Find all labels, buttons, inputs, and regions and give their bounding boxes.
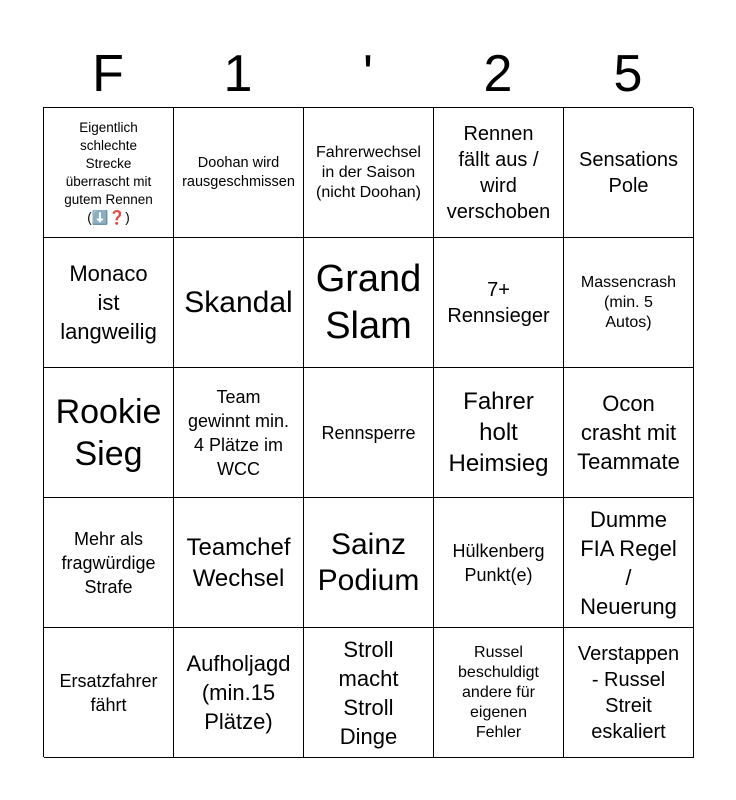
cell-text: Aufholjagd (min.15 Plätze) (186, 651, 291, 734)
title-letter: F (92, 45, 124, 103)
bingo-cell[interactable] (174, 368, 304, 498)
bingo-cell[interactable] (304, 108, 434, 238)
bingo-cell[interactable] (434, 238, 564, 368)
title-letter: 2 (483, 45, 513, 103)
cell-text: Mehr als fragwürdige Strafe (61, 528, 156, 597)
title-letter: 1 (223, 45, 253, 103)
cell-text: Verstappen - Russel Streit eskaliert (577, 642, 680, 743)
cell-text: Rookie Sieg (55, 392, 162, 473)
cell-text: Hülkenberg Punkt(e) (452, 540, 545, 585)
cell-text: Teamchef Wechsel (186, 533, 291, 592)
cell-text: Grand Slam (315, 257, 422, 347)
cell-text: Rennen fällt aus / wird verschoben (446, 122, 551, 223)
cell-text: Fahrerwechsel in der Saison (nicht Doohan) (316, 143, 421, 201)
bingo-cell[interactable] (174, 238, 304, 368)
title-letter: ' (363, 45, 373, 103)
bingo-cell[interactable] (304, 238, 434, 368)
bingo-cell[interactable] (304, 628, 434, 758)
bingo-cell[interactable] (434, 108, 564, 238)
bingo-cell[interactable] (44, 238, 174, 368)
cell-text: Sensations Pole (579, 148, 678, 197)
cell-text: Stroll macht Stroll Dinge (338, 636, 399, 749)
cell-text: Fahrer holt Heimsieg (448, 388, 549, 477)
bingo-title (43, 40, 693, 108)
bingo-cell[interactable] (564, 628, 694, 758)
bingo-cell[interactable] (44, 368, 174, 498)
bingo-cell[interactable] (434, 368, 564, 498)
bingo-grid (43, 107, 693, 757)
cell-text: Eigentlich schlechte Strecke überrascht mit gutem Rennen (⬇️❓) (64, 119, 153, 225)
bingo-cell[interactable] (304, 498, 434, 628)
bingo-cell[interactable] (174, 498, 304, 628)
cell-text: Skandal (184, 285, 293, 319)
bingo-cell[interactable] (44, 498, 174, 628)
cell-text: Dumme FIA Regel / Neuerung (580, 506, 677, 619)
cell-text: Russel beschuldigt andere für eigenen Fehler (458, 643, 539, 741)
bingo-cell[interactable] (564, 498, 694, 628)
bingo-cell[interactable] (564, 238, 694, 368)
bingo-cell[interactable] (174, 628, 304, 758)
cell-text: Massencrash (min. 5 Autos) (580, 273, 677, 331)
cell-text: Sainz Podium (317, 527, 420, 597)
bingo-cell[interactable] (564, 368, 694, 498)
cell-text: Rennsperre (321, 422, 416, 443)
title-letter: 5 (613, 45, 643, 103)
bingo-cell[interactable] (174, 108, 304, 238)
cell-text: Doohan wird rausgeschmissen (182, 154, 295, 190)
bingo-cell[interactable] (564, 108, 694, 238)
bingo-cell[interactable] (44, 108, 174, 238)
cell-text: Ersatzfahrer fährt (59, 670, 158, 715)
bingo-cell[interactable] (434, 498, 564, 628)
bingo-cell[interactable] (44, 628, 174, 758)
bingo-cell[interactable] (304, 368, 434, 498)
cell-text: Ocon crasht mit Teammate (577, 391, 680, 474)
cell-text: Team gewinnt min. 4 Plätze im WCC (187, 386, 290, 479)
cell-text: Monaco ist langweilig (60, 261, 157, 344)
bingo-cell[interactable] (434, 628, 564, 758)
cell-text: 7+ Rennsieger (447, 278, 550, 327)
